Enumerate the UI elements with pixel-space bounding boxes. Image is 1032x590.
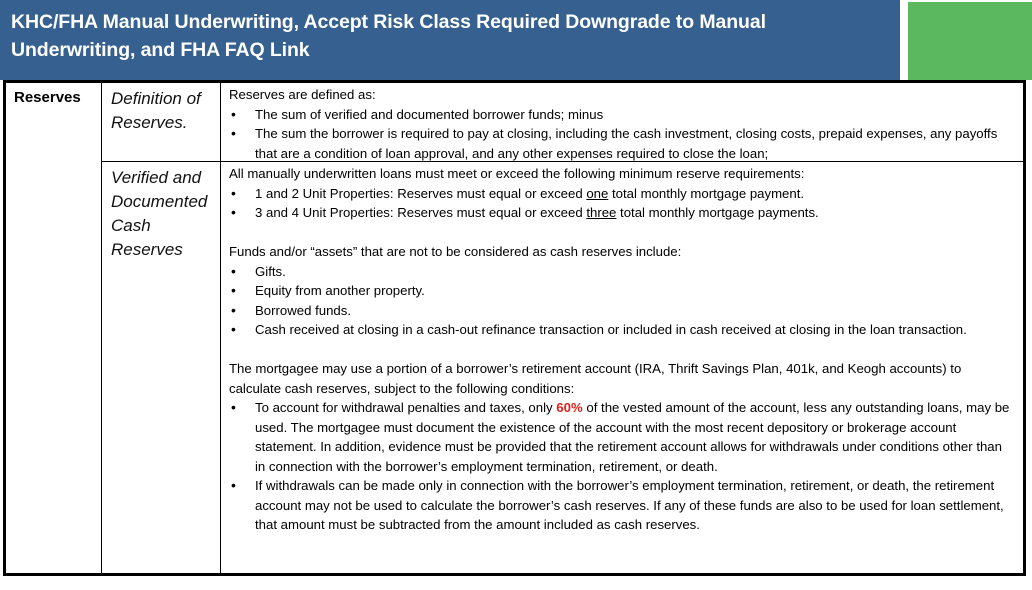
list-item <box>229 203 1015 223</box>
condition-text: To account for withdrawal penalties and taxes, only <box>255 400 557 415</box>
requirements-list <box>229 184 1015 223</box>
requirement-text: 3 and 4 Unit Properties: Reserves must equal or exceed <box>255 205 587 220</box>
requirement-emphasis: one <box>586 185 609 201</box>
accent-block <box>903 2 1032 80</box>
list-item: • The sum of verified and documented borrower funds; minus <box>229 105 1015 125</box>
list-item: • Borrowed funds. <box>229 301 1015 321</box>
accent-divider <box>903 2 908 80</box>
list-item: • Cash received at closing in a cash-out refinance transaction or included in cash received at closing in the loan transaction. <box>229 320 1015 340</box>
page-title: KHC/FHA Manual Underwriting, Accept Risk Class Required Downgrade to Manual Underwriting, and FHA FAQ Link <box>11 11 766 61</box>
exclusions-list <box>229 262 1015 340</box>
requirement-text: total monthly mortgage payments. <box>616 205 819 220</box>
reserves-table <box>3 80 1026 576</box>
requirement-emphasis: three <box>586 205 617 220</box>
retirement-intro: The mortgagee may use a portion of a borrower’s retirement account (IRA, Thrift Savings Plan, 401k, and Keogh accounts) to calculate cash reserves, subject to the following conditions: <box>229 361 962 396</box>
definition-list <box>229 105 1015 164</box>
row-label-verified-cash-reserves: Verified and Documented Cash Reserves <box>111 168 208 259</box>
column-divider <box>220 83 221 573</box>
definition-content <box>229 85 1015 163</box>
exclusions-intro: Funds and/or “assets” that are not to be considered as cash reserves include: <box>229 244 682 259</box>
row-label-definition: Definition of Reserves. <box>111 89 201 132</box>
list-item: • The sum the borrower is required to pay at closing, including the cash investment, closing costs, prepaid expenses, any payoffs that are a condition of loan approval, and any other expenses required to close the loan; <box>229 124 1015 163</box>
list-item <box>229 398 1015 476</box>
column-divider <box>101 83 102 573</box>
requirement-text: total monthly mortgage payment. <box>608 185 805 201</box>
section-label: Reserves <box>14 89 81 106</box>
list-item <box>229 184 1015 204</box>
requirement-text: 1 and 2 Unit Properties: Reserves must equal or exceed <box>255 185 587 201</box>
list-item: • Gifts. <box>229 262 1015 282</box>
header-band <box>0 0 900 80</box>
percentage-highlight: 60% <box>556 400 583 415</box>
definition-intro: Reserves are defined as: <box>229 87 376 102</box>
verified-reserves-content <box>229 164 1015 535</box>
retirement-conditions-list <box>229 398 1015 535</box>
requirements-intro: All manually underwritten loans must meet or exceed the following minimum reserve requirements: <box>229 166 805 181</box>
list-item: • If withdrawals can be made only in connection with the borrower’s employment termination, retirement, or death, the retirement account may not be used to calculate the borrower’s cash reserves. If any of these funds are also to be used for loan settlement, that amount must be subtracted from the amount included as cash reserves. <box>229 476 1015 535</box>
condition-text: of the vested amount of the account, less any outstanding loans, may be used. The mortgagee must document the existence of the account with the most recent depository or brokerage account statement. In addition, evidence must be provided that the retirement account allows for withdrawals under conditions other than in connection with the borrower’s employment termination, retirement, or death. <box>255 400 1010 474</box>
list-item: • Equity from another property. <box>229 281 1015 301</box>
